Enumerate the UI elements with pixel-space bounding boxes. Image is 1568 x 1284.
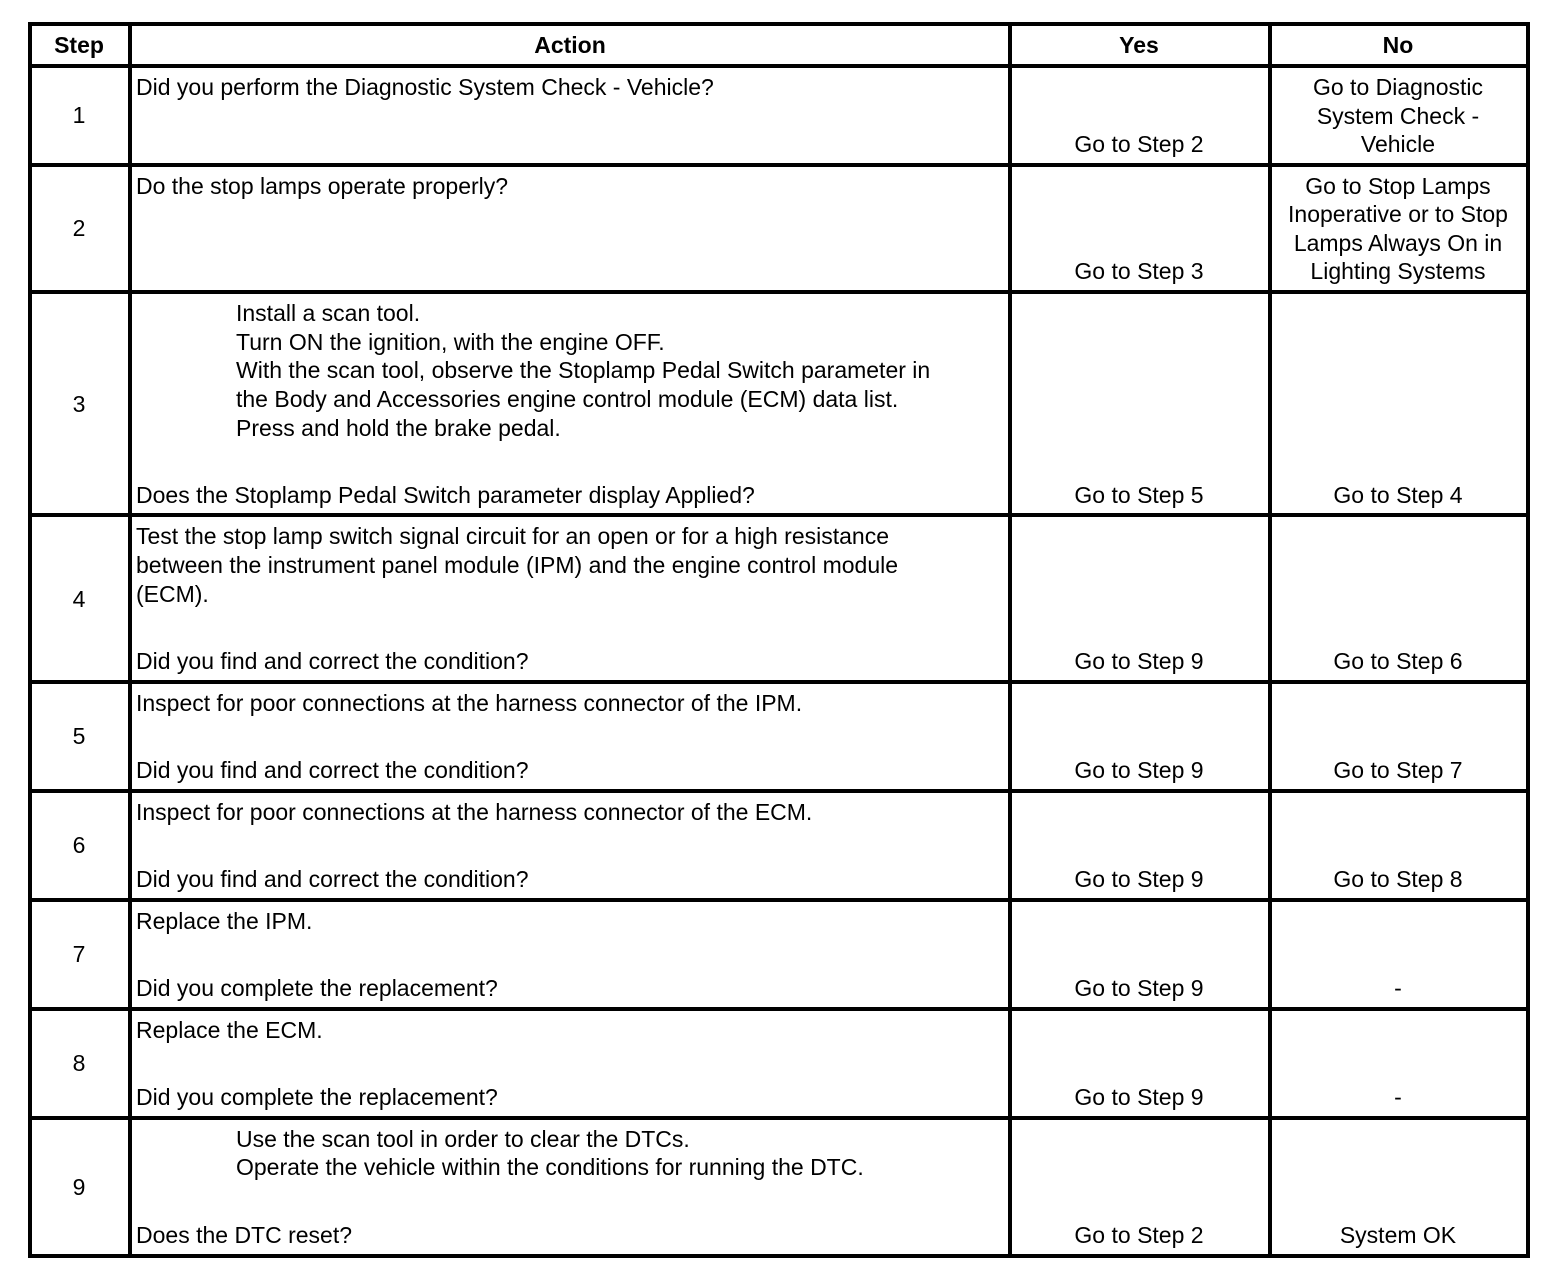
yes-outcome: Go to Step 9 [1074, 1084, 1204, 1110]
action-step-text: With the scan tool, observe the Stoplamp Pedal Switch parameter in [236, 357, 931, 383]
header-no: No [1382, 32, 1414, 58]
yes-outcome: Go to Step 9 [1074, 648, 1204, 674]
yes-outcome: Go to Step 9 [1074, 866, 1204, 892]
no-outcome: Lighting Systems [1310, 258, 1486, 284]
action-question: Did you find and correct the condition? [136, 757, 529, 783]
no-outcome: Lamps Always On in [1293, 230, 1503, 256]
action-text: (ECM). [136, 581, 209, 607]
action-question: Did you complete the replacement? [136, 975, 498, 1001]
header-step: Step [54, 32, 104, 58]
no-outcome: Go to Step 8 [1333, 866, 1463, 892]
step-number: 7 [72, 941, 86, 967]
action-text: Replace the IPM. [136, 908, 313, 934]
yes-outcome: Go to Step 2 [1074, 1222, 1204, 1248]
action-step-text: Use the scan tool in order to clear the DTCs. [236, 1126, 690, 1152]
step-number: 6 [72, 832, 86, 858]
action-question: Did you find and correct the condition? [136, 866, 529, 892]
no-outcome: System OK [1339, 1222, 1457, 1248]
step-number: 5 [72, 723, 86, 749]
action-step-text: Press and hold the brake pedal. [236, 415, 561, 441]
action-text: Replace the ECM. [136, 1017, 323, 1043]
yes-outcome: Go to Step 5 [1074, 482, 1204, 508]
yes-outcome: Go to Step 3 [1074, 258, 1204, 284]
step-number: 9 [72, 1174, 86, 1200]
header-action: Action [534, 32, 606, 58]
action-step-text: the Body and Accessories engine control module (ECM) data list. [236, 386, 899, 412]
action-step-text: Turn ON the ignition, with the engine OFF. [236, 329, 665, 355]
no-outcome: Go to Step 7 [1333, 757, 1463, 783]
action-step-text: Install a scan tool. [236, 300, 421, 326]
step-number: 1 [72, 102, 86, 128]
step-number: 8 [72, 1050, 86, 1076]
step-number: 2 [72, 215, 86, 241]
action-text: Did you perform the Diagnostic System Check - Vehicle? [136, 74, 714, 100]
action-question: Did you find and correct the condition? [136, 648, 529, 674]
no-outcome: Vehicle [1360, 131, 1436, 157]
action-step-text: Operate the vehicle within the conditions for running the DTC. [236, 1154, 864, 1180]
no-outcome: - [1394, 1084, 1402, 1110]
header-yes: Yes [1119, 32, 1159, 58]
action-text: Inspect for poor connections at the harness connector of the IPM. [136, 690, 803, 716]
step-number: 3 [72, 391, 86, 417]
no-outcome: Go to Step 6 [1333, 648, 1463, 674]
no-outcome: Go to Step 4 [1333, 482, 1463, 508]
action-text: Inspect for poor connections at the harness connector of the ECM. [136, 799, 813, 825]
no-outcome: - [1394, 975, 1402, 1001]
yes-outcome: Go to Step 9 [1074, 975, 1204, 1001]
step-number: 4 [72, 586, 86, 612]
action-text: between the instrument panel module (IPM) and the engine control module [136, 552, 899, 578]
action-text: Test the stop lamp switch signal circuit for an open or for a high resistance [136, 523, 889, 549]
no-outcome: Inoperative or to Stop [1288, 201, 1508, 227]
no-outcome: Go to Diagnostic [1312, 74, 1484, 100]
yes-outcome: Go to Step 2 [1074, 131, 1204, 157]
action-question: Does the Stoplamp Pedal Switch parameter display Applied? [136, 482, 755, 508]
action-question: Did you complete the replacement? [136, 1084, 498, 1110]
yes-outcome: Go to Step 9 [1074, 757, 1204, 783]
no-outcome: Go to Stop Lamps [1305, 173, 1491, 199]
no-outcome: System Check - [1316, 103, 1480, 129]
action-question: Does the DTC reset? [136, 1222, 353, 1248]
action-text: Do the stop lamps operate properly? [136, 173, 509, 199]
